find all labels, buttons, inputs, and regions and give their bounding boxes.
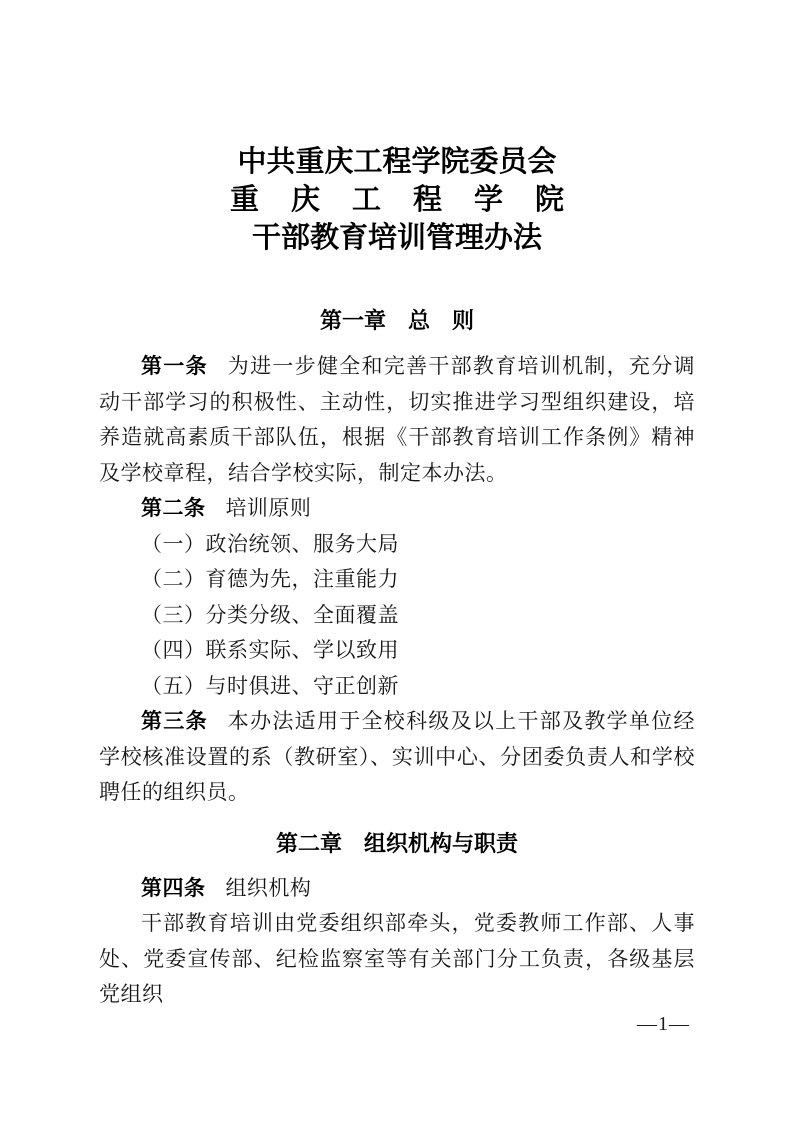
principle-item-2: （二）育德为先，注重能力 (141, 567, 399, 591)
title-line-1: 中共重庆工程学院委员会 (237, 146, 557, 178)
article-2 (99, 491, 695, 527)
title-line-3: 干部教育培训管理办法 (251, 222, 542, 254)
article-3 (99, 704, 695, 811)
article-1-text: 为进一步健全和完善干部教育培训机制，充分调动干部学习的积极性、主动性，切实推进学习型组织建设，培养造就高素质干部队伍，根据《干部教育培训工作条例》精神及学校章程，结合学校实际，制定本办法。 (99, 354, 696, 485)
title-line-2-text: 重庆工程学院 (229, 184, 596, 216)
article-3-label: 第三条 (141, 710, 208, 733)
article-3-text: 本办法适用于全校科级及以上干部及教学单位经学校核准设置的系（教研室）、实训中心、分团委负责人和学校聘任的组织员。 (99, 709, 696, 804)
chapter-2-heading: 第二章 组织机构与职责 (275, 830, 518, 856)
principle-item-5: （五）与时俱进、守正创新 (141, 673, 399, 698)
document-body (99, 349, 695, 1013)
page-number: —1— (637, 1013, 690, 1035)
article-2-text: 培训原则 (225, 496, 312, 520)
article-1 (99, 349, 695, 491)
article-2-label: 第二条 (141, 497, 206, 520)
document-title (99, 143, 695, 257)
chapter-1-heading: 第一章 总 则 (319, 308, 474, 333)
article-4 (99, 871, 695, 907)
principle-item-3: （三）分类分级、全面覆盖 (141, 602, 399, 627)
principle-item-4: （四）联系实际、学以致用 (141, 638, 399, 662)
article-1-label: 第一条 (141, 355, 208, 378)
title-line-2 (99, 181, 695, 219)
article-4-text: 组织机构 (225, 875, 312, 900)
article-4-body: 干部教育培训由党委组织部牵头，党委教师工作部、人事处、党委宣传部、纪检监察室等有关部门分工负责，各级基层党组织 (99, 911, 695, 1006)
article-4-label: 第四条 (141, 876, 206, 900)
principle-item-1: （一）政治统领、服务大局 (141, 531, 399, 556)
